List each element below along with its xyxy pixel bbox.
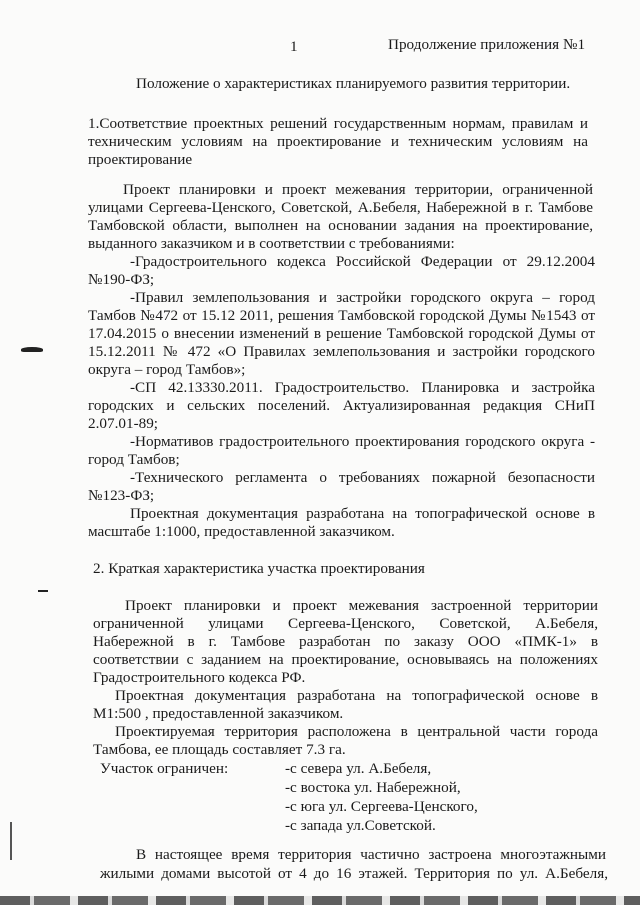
paragraph-line: ограниченной улицами Сергеева-Ценского, Советской, А.Бебеля, — [93, 615, 598, 632]
list-item: округа – город Тамбов»; — [88, 361, 246, 378]
section1-heading-line: проектирование — [88, 151, 193, 168]
scan-mark — [10, 822, 12, 860]
paragraph-line: Набережной в г. Тамбове разработан по заказу ООО «ПМК-1» в — [93, 633, 598, 650]
paragraph-line: выданного заказчиком и в соответствии с требованиями: — [88, 235, 455, 252]
paragraph-line: Проектная документация разработана на топографической основе в — [130, 505, 595, 522]
paragraph-line: М1:500 , предоставленной заказчиком. — [93, 705, 344, 722]
document-title: Положение о характеристиках планируемого развития территории. — [136, 75, 571, 92]
list-item: -Градостроительного кодекса Российской Федерации от 29.12.2004 — [130, 253, 595, 270]
scan-mark — [38, 590, 48, 592]
bound-item: -с юга ул. Сергеева-Ценского, — [285, 798, 478, 815]
section1-heading-line: техническим условиям на проектирование и техническим условиям на — [88, 133, 588, 150]
paragraph-line: соответствии с заданием на проектирование, основываясь на положениях — [93, 651, 598, 668]
bound-item: -с запада ул.Советской. — [285, 817, 436, 834]
bounded-label: Участок ограничен: — [100, 760, 229, 777]
paragraph-line: жилыми домами высотой от 4 до 16 этажей. Территория по ул. А.Бебеля, — [100, 865, 608, 882]
list-item: 2.07.01-89; — [88, 415, 159, 432]
paragraph-line: В настоящее время территория частично застроена многоэтажными — [136, 846, 606, 863]
continuation-note: Продолжение приложения №1 — [388, 36, 586, 53]
scan-mark — [21, 347, 43, 352]
paragraph-line: Проект планировки и проект межевания застроенной территории — [125, 597, 598, 614]
section2-heading: 2. Краткая характеристика участка проектирования — [93, 560, 425, 577]
list-item: -Нормативов градостроительного проектирования городского округа - — [130, 433, 595, 450]
paragraph-line: масштабе 1:1000, предоставленной заказчиком. — [88, 523, 395, 540]
list-item: №123-ФЗ; — [88, 487, 155, 504]
list-item: городских и сельских поселений. Актуализированная редакция СНиП — [88, 397, 595, 414]
bound-item: -с востока ул. Набережной, — [285, 779, 461, 796]
paragraph-line: улицами Сергеева-Ценского, Советской, А.Бебеля, Набережной в г. Тамбове — [88, 199, 593, 216]
scan-bottom-edge — [0, 896, 640, 905]
list-item: -Технического регламента о требованиях пожарной безопасности — [130, 469, 595, 486]
list-item: №190-ФЗ; — [88, 271, 155, 288]
paragraph-line: Градостроительного кодекса РФ. — [93, 669, 306, 686]
list-item: Тамбов №472 от 15.12 2011, решения Тамбовской городской Думы №1543 от — [88, 307, 595, 324]
bound-item: -с севера ул. А.Бебеля, — [285, 760, 432, 777]
paragraph-line: Тамбова, ее площадь составляет 7.3 га. — [93, 741, 346, 758]
list-item: 17.04.2015 о внесении изменений в решение Тамбовской городской Думы от — [88, 325, 595, 342]
paragraph-line: Тамбовской области, выполнен на основании задания на проектирование, — [88, 217, 593, 234]
list-item: -Правил землепользования и застройки городского округа – город — [130, 289, 595, 306]
page-number: 1 — [290, 38, 298, 55]
paragraph-line: Проектная документация разработана на топографической основе в — [115, 687, 598, 704]
list-item: -СП 42.13330.2011. Градостроительство. Планировка и застройка — [130, 379, 595, 396]
paragraph-line: Проект планировки и проект межевания территории, ограниченной — [123, 181, 593, 198]
list-item: город Тамбов; — [88, 451, 180, 468]
list-item: 15.12.2011 № 472 «О Правилах землепользования и застройки городского — [88, 343, 595, 360]
section1-heading-line: 1.Соответствие проектных решений государственным нормам, правилам и — [88, 115, 588, 132]
paragraph-line: Проектируемая территория расположена в центральной части города — [115, 723, 598, 740]
